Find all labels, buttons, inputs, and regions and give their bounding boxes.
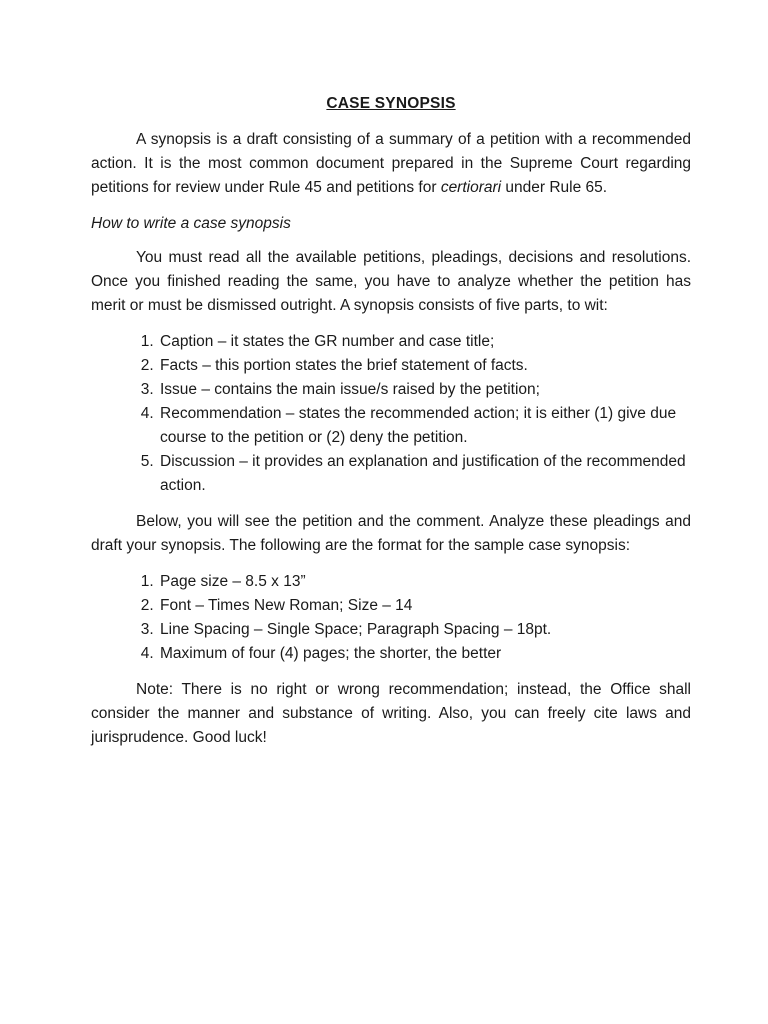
intro-italic-term: certiorari	[440, 179, 502, 196]
document-title: CASE SYNOPSIS	[326, 95, 456, 112]
list-item: 4. Recommendation – states the recommended action; it is either (1) give due course to the petition or (2) deny the petition.	[158, 402, 691, 450]
list-item: 3. Line Spacing – Single Space; Paragraph Spacing – 18pt.	[158, 618, 691, 642]
list-item: 4. Maximum of four (4) pages; the shorter, the better	[158, 642, 691, 666]
note-paragraph: Note: There is no right or wrong recommendation; instead, the Office shall consider the manner and substance of writing. Also, you can freely cite laws and jurisprudence. Good luck!	[91, 681, 691, 746]
intro-text-2: under Rule 65.	[501, 179, 608, 196]
list-item: 2. Facts – this portion states the brief statement of facts.	[158, 354, 691, 378]
intro-text-1: A synopsis is a draft consisting of a summary of a petition with a recommended action. It is the most common document prepared in the Supreme Court regarding petitions for review under Rule 45 and petitions for	[91, 131, 691, 196]
document-page	[91, 92, 691, 762]
list-item: 5. Discussion – it provides an explanation and justification of the recommended action.	[158, 450, 691, 498]
list-item: 2. Font – Times New Roman; Size – 14	[158, 594, 691, 618]
synopsis-parts-list	[91, 330, 691, 498]
subheading: How to write a case synopsis	[91, 215, 291, 232]
instructions-paragraph: Below, you will see the petition and the comment. Analyze these pleadings and draft your synopsis. The following are the format for the sample case synopsis:	[91, 513, 691, 554]
intro-paragraph	[91, 128, 691, 200]
list-item: 3. Issue – contains the main issue/s raised by the petition;	[158, 378, 691, 402]
format-list	[91, 570, 691, 666]
list-item: 1. Page size – 8.5 x 13”	[158, 570, 691, 594]
list-item: 1. Caption – it states the GR number and case title;	[158, 330, 691, 354]
reading-paragraph: You must read all the available petitions, pleadings, decisions and resolutions. Once you finished reading the same, you have to analyze whether the petition has merit or must be dismissed outright. A synopsis consists of five parts, to wit:	[91, 249, 691, 314]
